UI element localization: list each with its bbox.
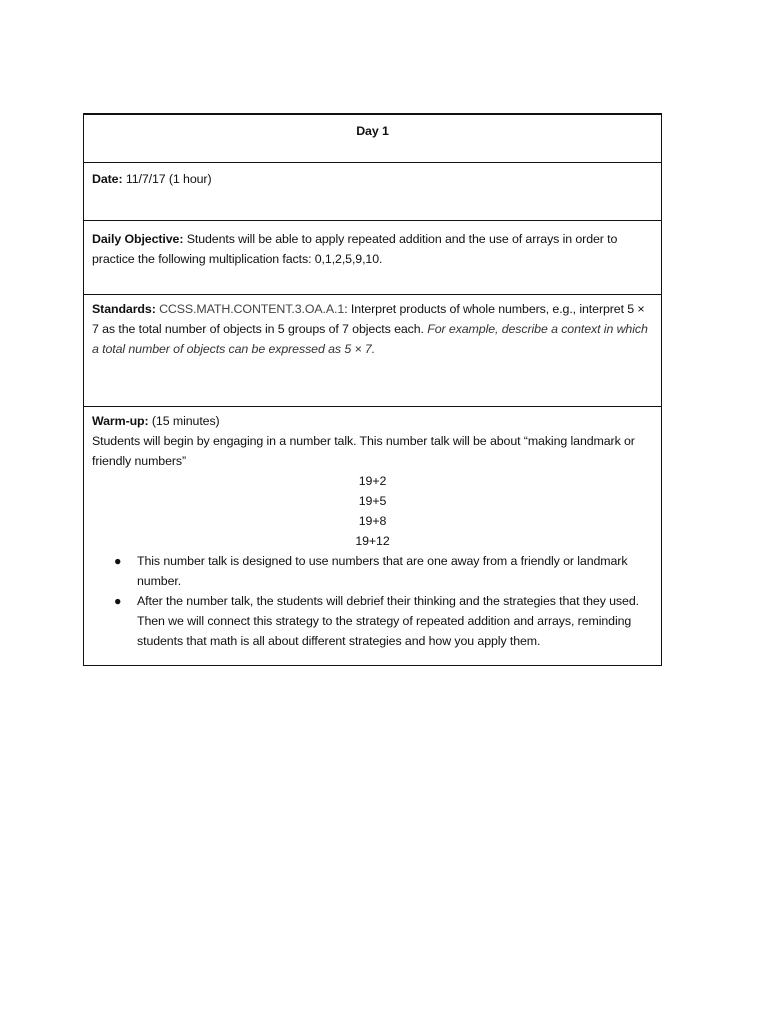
warmup-bullet-list [92,551,653,651]
number-talk-problems [92,471,653,551]
standards-text: Interpret products of whole numbers, e.g., interpret 5 × 7 as the total number of objects in 5 groups of 7 objects each. [92,302,645,336]
warmup-duration: (15 minutes) [151,414,220,428]
bullet-text: This number talk is designed to use numbers that are one away from a friendly or landmark number. [137,554,628,588]
lesson-plan-table [83,113,662,666]
warmup-intro: Students will begin by engaging in a number talk. This number talk will be about “making landmark or friendly numbers” [92,434,635,468]
problem-item: 19+8 [358,514,387,528]
list-item [114,551,653,591]
standards-code: CCSS.MATH.CONTENT.3.OA.A.1 [159,302,345,316]
bullet-text: After the number talk, the students will debrief their thinking and the strategies that they used. Then we will connect this strategy to the strategy of repeated addition and arrays, reminding students that math is all about different strategies and how you apply them. [137,594,639,648]
page-title: Day 1 [356,124,389,138]
warmup-label: Warm-up: [92,414,149,428]
date-value: 11/7/17 (1 hour) [125,172,212,186]
bullet-icon: ● [114,594,122,608]
objective-text: Students will be able to apply repeated addition and the use of arrays in order to practice the following multiplication facts: 0,1,2,5,9,10. [92,232,618,266]
title-row [84,115,661,163]
warmup-row [84,407,661,665]
objective-row [84,221,661,295]
warmup-heading [92,411,653,431]
date-row [84,163,661,221]
problem-item: 19+12 [355,534,390,548]
problem-item: 19+5 [358,494,387,508]
problem-item: 19+2 [358,474,387,488]
standards-example: For example, describe a context in which a total number of objects can be expressed as 5 × 7. [92,322,648,356]
objective-label: Daily Objective: [92,232,184,246]
date-label: Date: [92,172,123,186]
bullet-icon: ● [114,554,122,568]
standards-label: Standards: [92,302,156,316]
standards-code-suffix: : [344,302,348,316]
list-item [114,591,653,651]
standards-row [84,295,661,407]
